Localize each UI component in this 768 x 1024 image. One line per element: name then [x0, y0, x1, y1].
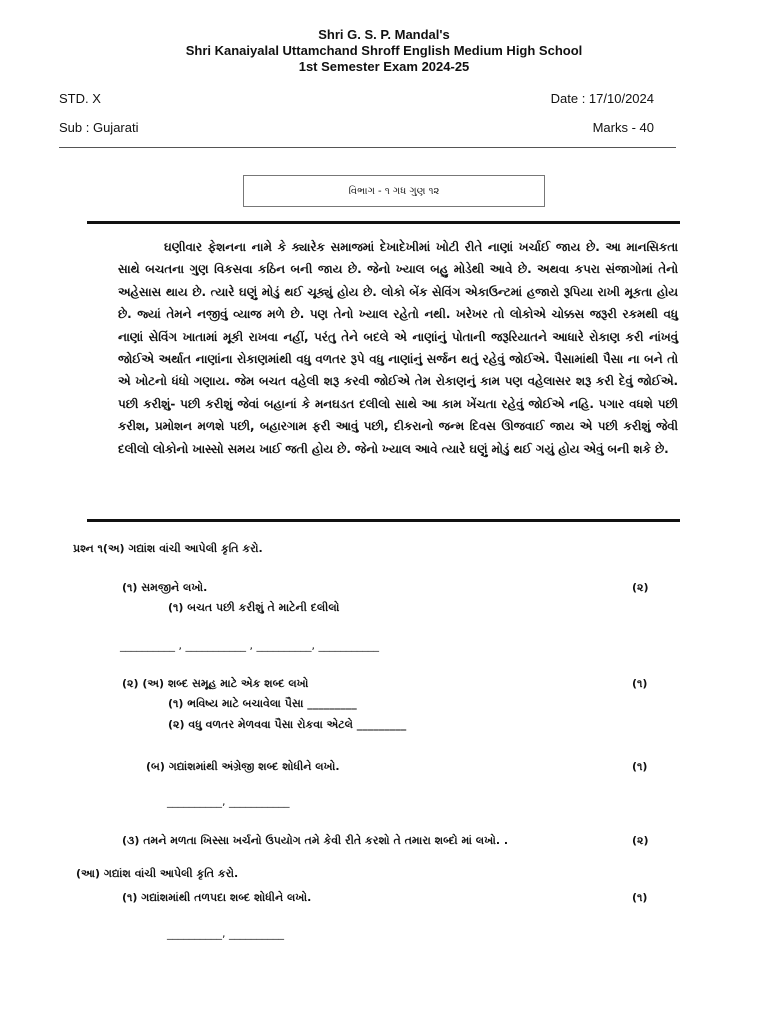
standard-label: STD. X: [59, 91, 101, 106]
question-1a-1-marks: (૨): [632, 581, 649, 594]
header-school-name: Shri Kanaiyalal Uttamchand Shroff English Medium High School: [185, 43, 583, 58]
question-1a-heading: પ્રશ્ન ૧(અ) ગદ્યાંશ વાંચી આપેલી કૃતિ કરો.: [73, 542, 263, 555]
passage-bottom-rule: [87, 519, 680, 522]
question-1b-1-marks: (૧): [632, 891, 648, 904]
question-1a-3: (૩) તમને મળતા ખિસ્સા ખર્ચનો ઉપયોગ તમે કેવી રીતે કરશો તે તમારા શબ્દો માં લખો. .: [122, 834, 509, 847]
answer-blanks-1b-1: __________, __________: [167, 927, 284, 940]
question-1a-2-b: (બ) ગદ્યાંશમાંથી અંગ્રેજી શબ્દ શોધીને લખો.: [146, 760, 340, 773]
exam-date: Date : 17/10/2024: [550, 91, 654, 106]
question-1a-2: (૨) (અ) શબ્દ સમૂહ માટે એક શબ્દ લખો: [122, 677, 309, 690]
section-title: વિભાગ - ૧ ગધ ગુણ ૧૨: [348, 186, 440, 197]
question-1a-3-marks: (૨): [632, 834, 649, 847]
answer-blanks-1a-1: __________ , ___________ , __________, ___________: [120, 639, 379, 652]
question-1a-2-a1: (૧) ભવિષ્ય માટે બચાવેલા પૈસા _________: [168, 697, 357, 710]
question-1a-1-sub: (૧) બચત પછી કરીશું તે માટેની દલીલો: [168, 601, 340, 614]
question-1b-1: (૧) ગદ્યાંશમાંથી તળપદા શબ્દ શોધીને લખો.: [122, 891, 312, 904]
header-divider: [59, 147, 676, 148]
question-1a-2-marks: (૧): [632, 677, 648, 690]
header-exam-name: 1st Semester Exam 2024-25: [298, 59, 470, 74]
header-organization: Shri G. S. P. Mandal's: [318, 27, 450, 42]
passage-top-rule: [87, 221, 680, 224]
subject-label: Sub : Gujarati: [59, 120, 139, 135]
question-1a-2-a2: (૨) વધુ વળતર મેળવવા પૈસા રોકવા એટલે _________: [168, 718, 407, 731]
question-1a-1: (૧) સમજીને લખો.: [122, 581, 208, 594]
answer-blanks-1a-2-b: __________, ___________: [167, 795, 290, 808]
total-marks: Marks - 40: [592, 120, 654, 135]
question-1a-2-b-marks: (૧): [632, 760, 648, 773]
reading-passage: ઘણીવાર ફેશનના નામે કે ક્યારેક સમાજમાં દેખાદેખીમાં ખોટી રીતે નાણાં ખર્ચાઈ જાય છે. આ માનસિકતા સાથે બચતના ગુણ વિકસવા કઠિન બની જાય છે. જેનો ખ્યાલ બહુ મોડેથી આવે છે. અથવા કપરા સંજાગોમાં તેનો અહેસાસ થાય છે. ત્યારે ઘણું મોડું થઈ ચૂક્યું હોય છે. લોકો બેંક સેવિંગ એકાઉન્ટમાં હજારો રૂપિયા રાખી મૂકતા હોય છે. જ્યાં તેમને નજીવું વ્યાજ મળે છે. પણ તેનો ખ્યાલ રહેતો નથી. ખરેખર તો લોકોએ ચોક્કસ જરૂરી રકમથી વધુ નાણાં સેવિંગ ખાતામાં મૂકી રાખવા નહીં, પરંતુ તેને બદલે એ નાણાંનું પોતાની જરૂરિયાતને આધારે રોકાણ કરી નાંખવું જોઈએ અર્થાત નાણાંના રોકાણમાંથી વધુ વળતર રૂપે વધુ નાણાંનું સર્જન થતું રહેવું જોઈએ. પૈસામાંથી પૈસા ના બને તો એ ખોટનો ધંધો ગણાય. જેમ બચત વહેલી શરૂ કરવી જોઈએ તેમ રોકાણનું કામ પણ વહેલાસર શરૂ કરી દેવું જોઈએ. પછી કરીશું- પછી કરીશું જેવાં બહાનાં કે મનઘડત દલીલો સાથે આ કામ ખેંચતા રહેવું જોઈએ નહિ. પગાર વધશે પછી કરીશ, પ્રમોશન મળશે પછી, બહારગામ ફરી આવું પછી, દીકરાનો જન્મ દિવસ ઊજવાઈ જાય એ પછી કરીશું જેવી દલીલો લોકોનો ખાસ્સો સમય ખાઈ જતી હોય છે. જેનો ખ્યાલ આવે ત્યારે ઘણું મોડું થઈ ગયું હોય એવું બની શકે છે.: [118, 240, 678, 456]
section-title-box: [243, 175, 545, 207]
question-1b-heading: (આ) ગદ્યાંશ વાંચી આપેલી કૃતિ કરો.: [76, 867, 239, 880]
